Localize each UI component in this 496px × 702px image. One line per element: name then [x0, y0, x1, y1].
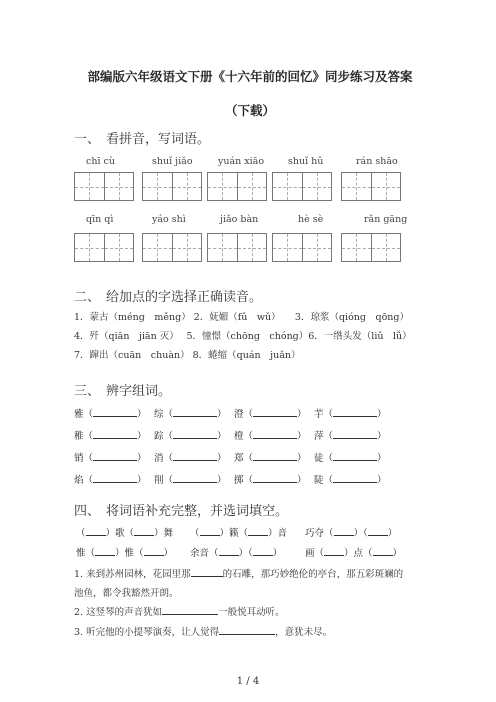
pinyin: hè sè [298, 214, 324, 225]
writing-box[interactable] [207, 172, 267, 201]
page-number: 1 / 4 [236, 676, 260, 687]
word-form-item[interactable]: 消（ ） [154, 453, 227, 464]
pinyin: rán shāo [356, 156, 398, 167]
word-form-item[interactable]: 芋（ ） [314, 409, 387, 420]
blank[interactable] [191, 567, 223, 577]
writing-box[interactable] [272, 233, 332, 262]
word-form-item[interactable]: 削（ ） [154, 475, 227, 486]
pinyin: shuǐ hǔ [288, 156, 324, 167]
writing-box[interactable] [142, 172, 202, 201]
sentence: 1. 来到苏州园林，花园里那 的石雕，那巧妙绝伦的亭台，那五彩斑斓的 [74, 569, 404, 580]
idiom-fill[interactable]: 惟（ ）惟（ ） [76, 548, 174, 559]
writing-box[interactable] [341, 233, 401, 262]
section-4-heading [74, 500, 288, 519]
section-label: 给加点的字选择正确读音。 [106, 290, 263, 305]
blank[interactable] [219, 625, 275, 635]
sentence: 池鱼，都令我豁然开朗。 [74, 588, 179, 599]
idiom-fill[interactable]: （ ）歌（ ）舞 [76, 528, 174, 539]
sentence: 2. 这竖琴的声音犹如 一般悦耳动听。 [74, 607, 285, 618]
word-form-item[interactable]: 橙（ ） [234, 431, 307, 442]
pinyin: shuǐ jiǎo [152, 156, 193, 167]
word-form-item[interactable]: 陡（ ） [314, 475, 387, 486]
section-number: 四、 [74, 504, 101, 519]
word-form-item[interactable]: 掷（ ） [234, 475, 307, 486]
word-form-item[interactable]: 萍（ ） [314, 431, 387, 442]
section-2-heading [74, 286, 262, 305]
word-form-item[interactable]: 销（ ） [74, 453, 147, 464]
reading-line: 1．蒙古（méng měng） 2．妩媚（fǔ wǔ） 3．琼浆（qióng qōng） [74, 312, 409, 323]
pinyin: yáo shì [152, 214, 186, 225]
pinyin: rǎn gāng [364, 214, 408, 225]
section-label: 将词语补充完整，并选词填空。 [106, 504, 289, 519]
writing-box[interactable] [207, 233, 267, 262]
section-label: 辨字组词。 [106, 384, 172, 399]
section-number: 二、 [74, 290, 101, 305]
pinyin: yuán xiāo [218, 156, 265, 167]
word-form-item[interactable]: 综（ ） [154, 409, 227, 420]
idiom-fill[interactable]: 巧夺（ ）（ ） [305, 528, 398, 539]
writing-box[interactable] [74, 172, 134, 201]
section-number: 三、 [74, 384, 101, 399]
section-3-heading [74, 380, 171, 399]
writing-box[interactable] [142, 233, 202, 262]
section-label: 看拼音，写词语。 [106, 132, 211, 147]
word-form-item[interactable]: 澄（ ） [234, 409, 307, 420]
reading-line: 4．歼（qiān jiān 灭） 5．憧憬（chōng chóng）6．一绺头发（liǔ lǚ） [74, 331, 412, 342]
pinyin: qīn qì [86, 214, 114, 225]
word-form-item[interactable]: 徒（ ） [314, 453, 387, 464]
word-form-item[interactable]: 雅（ ） [74, 409, 147, 420]
writing-box[interactable] [74, 233, 134, 262]
word-form-item[interactable]: 郑（ ） [234, 453, 307, 464]
page-title: 部编版六年级语文下册《十六年前的回忆》同步练习及答案（下载） [87, 69, 413, 118]
idiom-fill[interactable]: （ ）籁（ ）音 [190, 528, 288, 539]
reading-line: 7．蹿出（cuān chuàn） 8．蜷缩（quán juǎn） [74, 350, 301, 361]
word-form-item[interactable]: 焰（ ） [74, 475, 147, 486]
section-1-heading [74, 128, 210, 147]
section-number: 一、 [74, 132, 101, 147]
pinyin: jiǎo bàn [220, 214, 259, 225]
idiom-fill[interactable]: 余音（ ）（ ） [190, 548, 283, 559]
writing-box[interactable] [272, 172, 332, 201]
pinyin: chī cù [86, 156, 115, 167]
word-form-item[interactable]: 稚（ ） [74, 431, 147, 442]
idiom-fill[interactable]: 画（ ）点（ ） [305, 548, 403, 559]
word-form-item[interactable]: 踪（ ） [154, 431, 227, 442]
sentence: 3. 听完他的小提琴演奏，让人觉得 ，意犹未尽。 [74, 627, 333, 638]
writing-box[interactable] [341, 172, 401, 201]
blank[interactable] [162, 605, 218, 615]
